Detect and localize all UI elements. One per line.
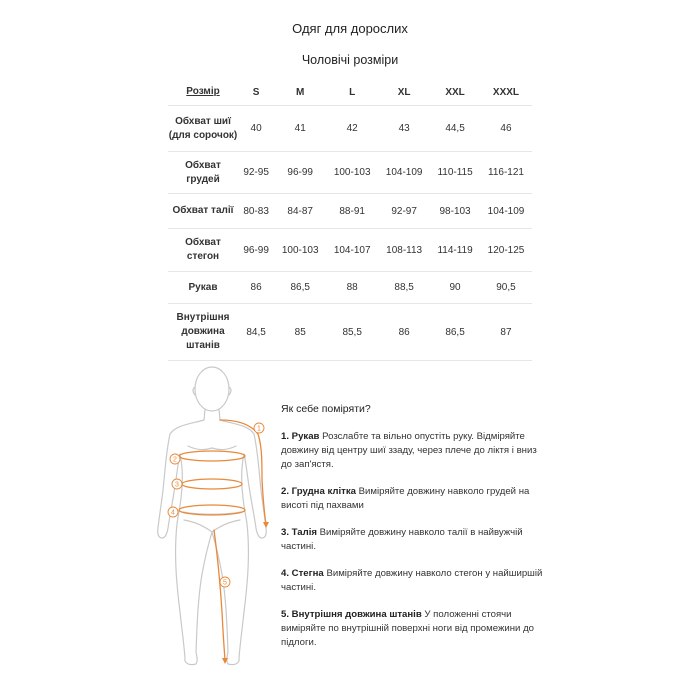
table-cell: 41 bbox=[274, 106, 326, 152]
table-row bbox=[168, 229, 532, 272]
table-cell: 84-87 bbox=[274, 194, 326, 229]
table-cell: 104-107 bbox=[326, 229, 378, 272]
marker-2 bbox=[170, 454, 180, 464]
marker-3 bbox=[172, 479, 182, 489]
row-label: Обхват грудей bbox=[168, 152, 238, 194]
size-header-label: Розмір bbox=[168, 79, 238, 106]
marker-1-label: 1 bbox=[257, 425, 261, 433]
table-row bbox=[168, 272, 532, 304]
size-table bbox=[168, 79, 532, 361]
body-measurement-figure bbox=[150, 362, 275, 672]
table-cell: 88-91 bbox=[326, 194, 378, 229]
size-col-header: XL bbox=[378, 79, 430, 106]
table-cell: 86 bbox=[238, 272, 274, 304]
table-cell: 86,5 bbox=[274, 272, 326, 304]
step-text: Виміряйте довжину навколо стегон у найширшій частині. bbox=[281, 568, 543, 593]
table-cell: 40 bbox=[238, 106, 274, 152]
instruction-step bbox=[281, 430, 543, 472]
table-cell: 43 bbox=[378, 106, 430, 152]
row-label: Рукав bbox=[168, 272, 238, 304]
step-text: Виміряйте довжину навколо талії в найвужчій частині. bbox=[281, 527, 523, 552]
marker-4-label: 4 bbox=[171, 509, 175, 517]
table-row bbox=[168, 304, 532, 361]
row-label: Обхват стегон bbox=[168, 229, 238, 272]
page-title: Одяг для дорослих bbox=[292, 21, 408, 36]
table-cell: 96-99 bbox=[238, 229, 274, 272]
table-cell: 87 bbox=[480, 304, 532, 361]
table-cell: 42 bbox=[326, 106, 378, 152]
table-cell: 46 bbox=[480, 106, 532, 152]
marker-4 bbox=[168, 507, 178, 517]
row-label: Обхват талії bbox=[168, 194, 238, 229]
instruction-step bbox=[281, 608, 543, 650]
table-cell: 86 bbox=[378, 304, 430, 361]
step-text: У положенні стоячи виміряйте по внутрішній поверхні ноги від промежини до підлоги. bbox=[281, 609, 534, 648]
size-col-header: S bbox=[238, 79, 274, 106]
instruction-step bbox=[281, 526, 543, 554]
table-header-row bbox=[168, 79, 532, 106]
table-cell: 84,5 bbox=[238, 304, 274, 361]
step-name: 3. Талія bbox=[281, 527, 317, 538]
table-cell: 100-103 bbox=[326, 152, 378, 194]
size-col-header: M bbox=[274, 79, 326, 106]
table-cell: 110-115 bbox=[430, 152, 480, 194]
table-cell: 96-99 bbox=[274, 152, 326, 194]
table-cell: 90 bbox=[430, 272, 480, 304]
row-label: Внутрішня довжина штанів bbox=[168, 304, 238, 361]
table-cell: 98-103 bbox=[430, 194, 480, 229]
table-row bbox=[168, 106, 532, 152]
step-name: 4. Стегна bbox=[281, 568, 324, 579]
table-cell: 85,5 bbox=[326, 304, 378, 361]
size-col-header: XXL bbox=[430, 79, 480, 106]
instruction-step bbox=[281, 485, 543, 513]
row-label: Обхват шиї (для сорочок) bbox=[168, 106, 238, 152]
table-cell: 90,5 bbox=[480, 272, 532, 304]
size-col-header: L bbox=[326, 79, 378, 106]
instructions-heading: Як себе поміряти? bbox=[281, 403, 371, 415]
table-cell: 92-97 bbox=[378, 194, 430, 229]
page-subtitle: Чоловічі розміри bbox=[301, 53, 399, 67]
table-cell: 92-95 bbox=[238, 152, 274, 194]
table-row bbox=[168, 152, 532, 194]
table-cell: 114-119 bbox=[430, 229, 480, 272]
step-text: Розслабте та вільно опустіть руку. Відміряйте довжину від центру шиї ззаду, через плече до ліктя і вниз до зап'ястя. bbox=[281, 431, 537, 470]
size-col-header: XXXL bbox=[480, 79, 532, 106]
table-cell: 80-83 bbox=[238, 194, 274, 229]
marker-1 bbox=[254, 423, 264, 433]
table-cell: 120-125 bbox=[480, 229, 532, 272]
body-outline-illustration bbox=[150, 362, 275, 672]
table-row bbox=[168, 194, 532, 229]
marker-5-label: 5 bbox=[223, 579, 227, 587]
table-cell: 104-109 bbox=[378, 152, 430, 194]
table-cell: 88 bbox=[326, 272, 378, 304]
marker-5 bbox=[220, 577, 230, 587]
step-text: Виміряйте довжину навколо грудей на висоті під пахвами bbox=[281, 486, 530, 511]
step-name: 1. Рукав bbox=[281, 431, 320, 442]
instruction-step bbox=[281, 567, 543, 595]
table-cell: 86,5 bbox=[430, 304, 480, 361]
marker-2-label: 2 bbox=[173, 456, 177, 464]
step-name: 5. Внутрішня довжина штанів bbox=[281, 609, 422, 620]
table-cell: 108-113 bbox=[378, 229, 430, 272]
measurement-instructions bbox=[281, 402, 543, 663]
table-cell: 100-103 bbox=[274, 229, 326, 272]
table-cell: 85 bbox=[274, 304, 326, 361]
step-name: 2. Грудна клітка bbox=[281, 486, 356, 497]
table-cell: 116-121 bbox=[480, 152, 532, 194]
marker-3-label: 3 bbox=[175, 481, 179, 489]
table-cell: 88,5 bbox=[378, 272, 430, 304]
table-cell: 44,5 bbox=[430, 106, 480, 152]
table-cell: 104-109 bbox=[480, 194, 532, 229]
